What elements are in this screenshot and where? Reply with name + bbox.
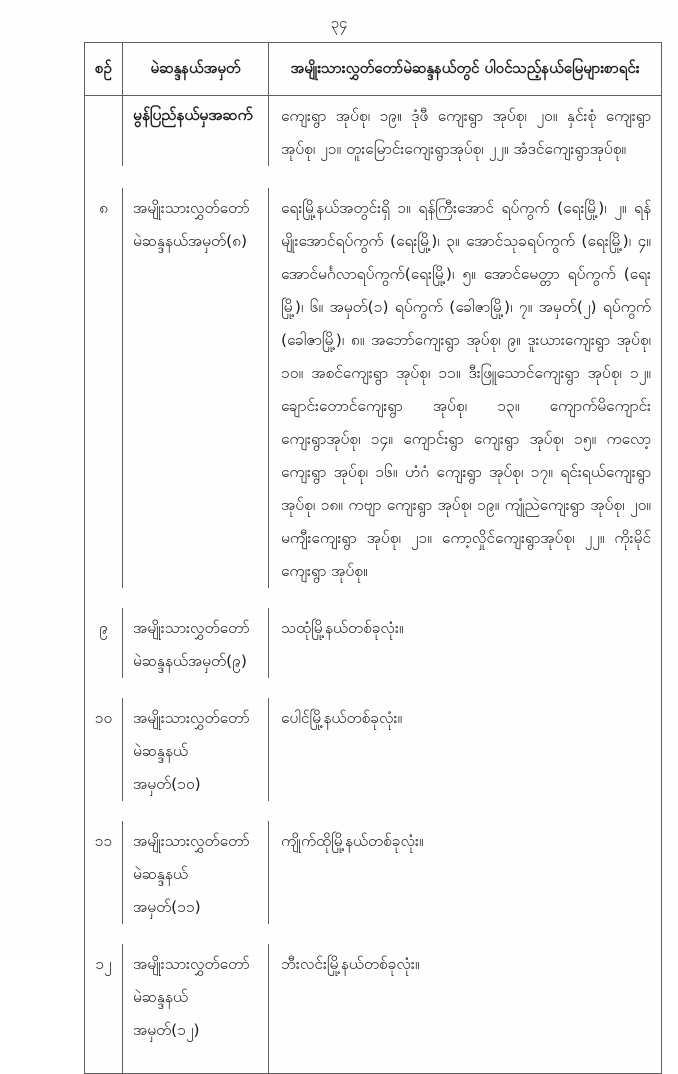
row-serial: ၈ <box>85 188 123 588</box>
row-serial: ၉ <box>85 608 123 678</box>
continuation-serial-cell <box>85 96 123 166</box>
row-areas: ပေါင်မြို့နယ်တစ်ခုလုံး။ <box>281 708 403 727</box>
row-constituency: အမျိုးသားလွှတ်တော် မဲဆန္ဒနယ်အမှတ်(၁၂) <box>123 944 269 1073</box>
table-body <box>85 96 661 1073</box>
constituency-table <box>84 42 662 1074</box>
table-header-row <box>85 43 661 96</box>
row-constituency: အမျိုးသားလွှတ်တော် မဲဆန္ဒနယ်အမှတ်(၈) <box>123 188 269 588</box>
row-areas: ကျိုက်ထိုမြို့နယ်တစ်ခုလုံး။ <box>281 831 424 850</box>
row-areas: ရေးမြို့နယ်အတွင်းရှိ ၁။ ရန်ကြီးအောင် ရပ်ကွက် (ရေးမြို့)၊ ၂။ ရန်မျိုးအောင်ရပ်ကွက် (ရေးမြို့)၊ ၃။ အောင်သုခရပ်ကွက် (ရေးမြို့)၊ ၄။ အောင်မင်္ဂလာရပ်ကွက်(ရေးမြို့)၊ ၅။ အောင်မေတ္တာ ရပ်ကွက် (ရေးမြို့)၊ ၆။ အမှတ်(၁) ရပ်ကွက် (ခေါဇာမြို့)၊ ၇။ အမှတ်(၂) ရပ်ကွက် (ခေါဇာမြို့)၊ ၈။ အဘော်ကျေးရွာ အုပ်စု၊ ၉။ ဒူးယားကျေးရွာ အုပ်စု၊ ၁၀။ အစင်ကျေးရွာ အုပ်စု၊ ၁၁။ ဒီးဖြူသောင်ကျေးရွာ အုပ်စု၊ ၁၂။ ချောင်းတောင်ကျေးရွာ အုပ်စု၊ ၁၃။ ကျောက်မိကျောင်းကျေးရွာအုပ်စု၊ ၁၄။ ကျောင်းရွာ ကျေးရွာ အုပ်စု၊ ၁၅။ ကလော့ကျေးရွာ အုပ်စု၊ ၁၆။ ဟံဂံ ကျေးရွာ အုပ်စု၊ ၁၇။ ရင်းရယ်ကျေးရွာ အုပ်စု၊ ၁၈။ ကဗျာ ကျေးရွာ အုပ်စု၊ ၁၉။ ကျုံညဲကျေးရွာ အုပ်စု၊ ၂၀။ မကျီးကျေးရွာ အုပ်စု၊ ၂၁။ ကော့လှိုင်ကျေးရွာအုပ်စု၊ ၂၂။ ကိုးမိုင်ကျေးရွာ အုပ်စု။ <box>281 198 651 580</box>
row-serial: ၁၂ <box>85 944 123 1073</box>
row-areas: သထုံမြို့နယ်တစ်ခုလုံး။ <box>281 618 404 637</box>
row-serial: ၁၁ <box>85 821 123 924</box>
row-constituency: အမျိုးသားလွှတ်တော် မဲဆန္ဒနယ်အမှတ်(၁၁) <box>123 821 269 924</box>
row-areas: ဘီးလင်းမြို့နယ်တစ်ခုလုံး။ <box>281 954 420 973</box>
row-constituency: အမျိုးသားလွှတ်တော် မဲဆန္ဒနယ်အမှတ်(၉) <box>123 608 269 678</box>
continuation-areas-text: ကျေးရွာ အုပ်စု၊ ၁၉။ ဒုံဖီ ကျေးရွာ အုပ်စု၊ ၂၀။ နှင်းစုံ ကျေးရွာ အုပ်စု၊ ၂၁။ တူးမြောင်းကျေးရွာအုပ်စု၊ ၂၂။ အံဒင်ကျေးရွာအုပ်စု။ <box>281 106 651 158</box>
header-included-areas: အမျိုးသားလွှတ်တော်မဲဆန္ဒနယ်တွင် ပါဝင်သည့်နယ်မြေများစာရင်း <box>290 59 640 77</box>
continuation-label: မွန်ပြည်နယ်မှအဆက် <box>123 96 269 166</box>
header-constituency-number: မဲဆန္ဒနယ်အမှတ် <box>123 43 269 95</box>
header-serial: စဉ် <box>85 43 123 95</box>
page-number: ၃၄ <box>330 14 348 32</box>
row-serial: ၁၀ <box>85 698 123 801</box>
row-constituency: အမျိုးသားလွှတ်တော် မဲဆန္ဒနယ်အမှတ်(၁၀) <box>123 698 269 801</box>
